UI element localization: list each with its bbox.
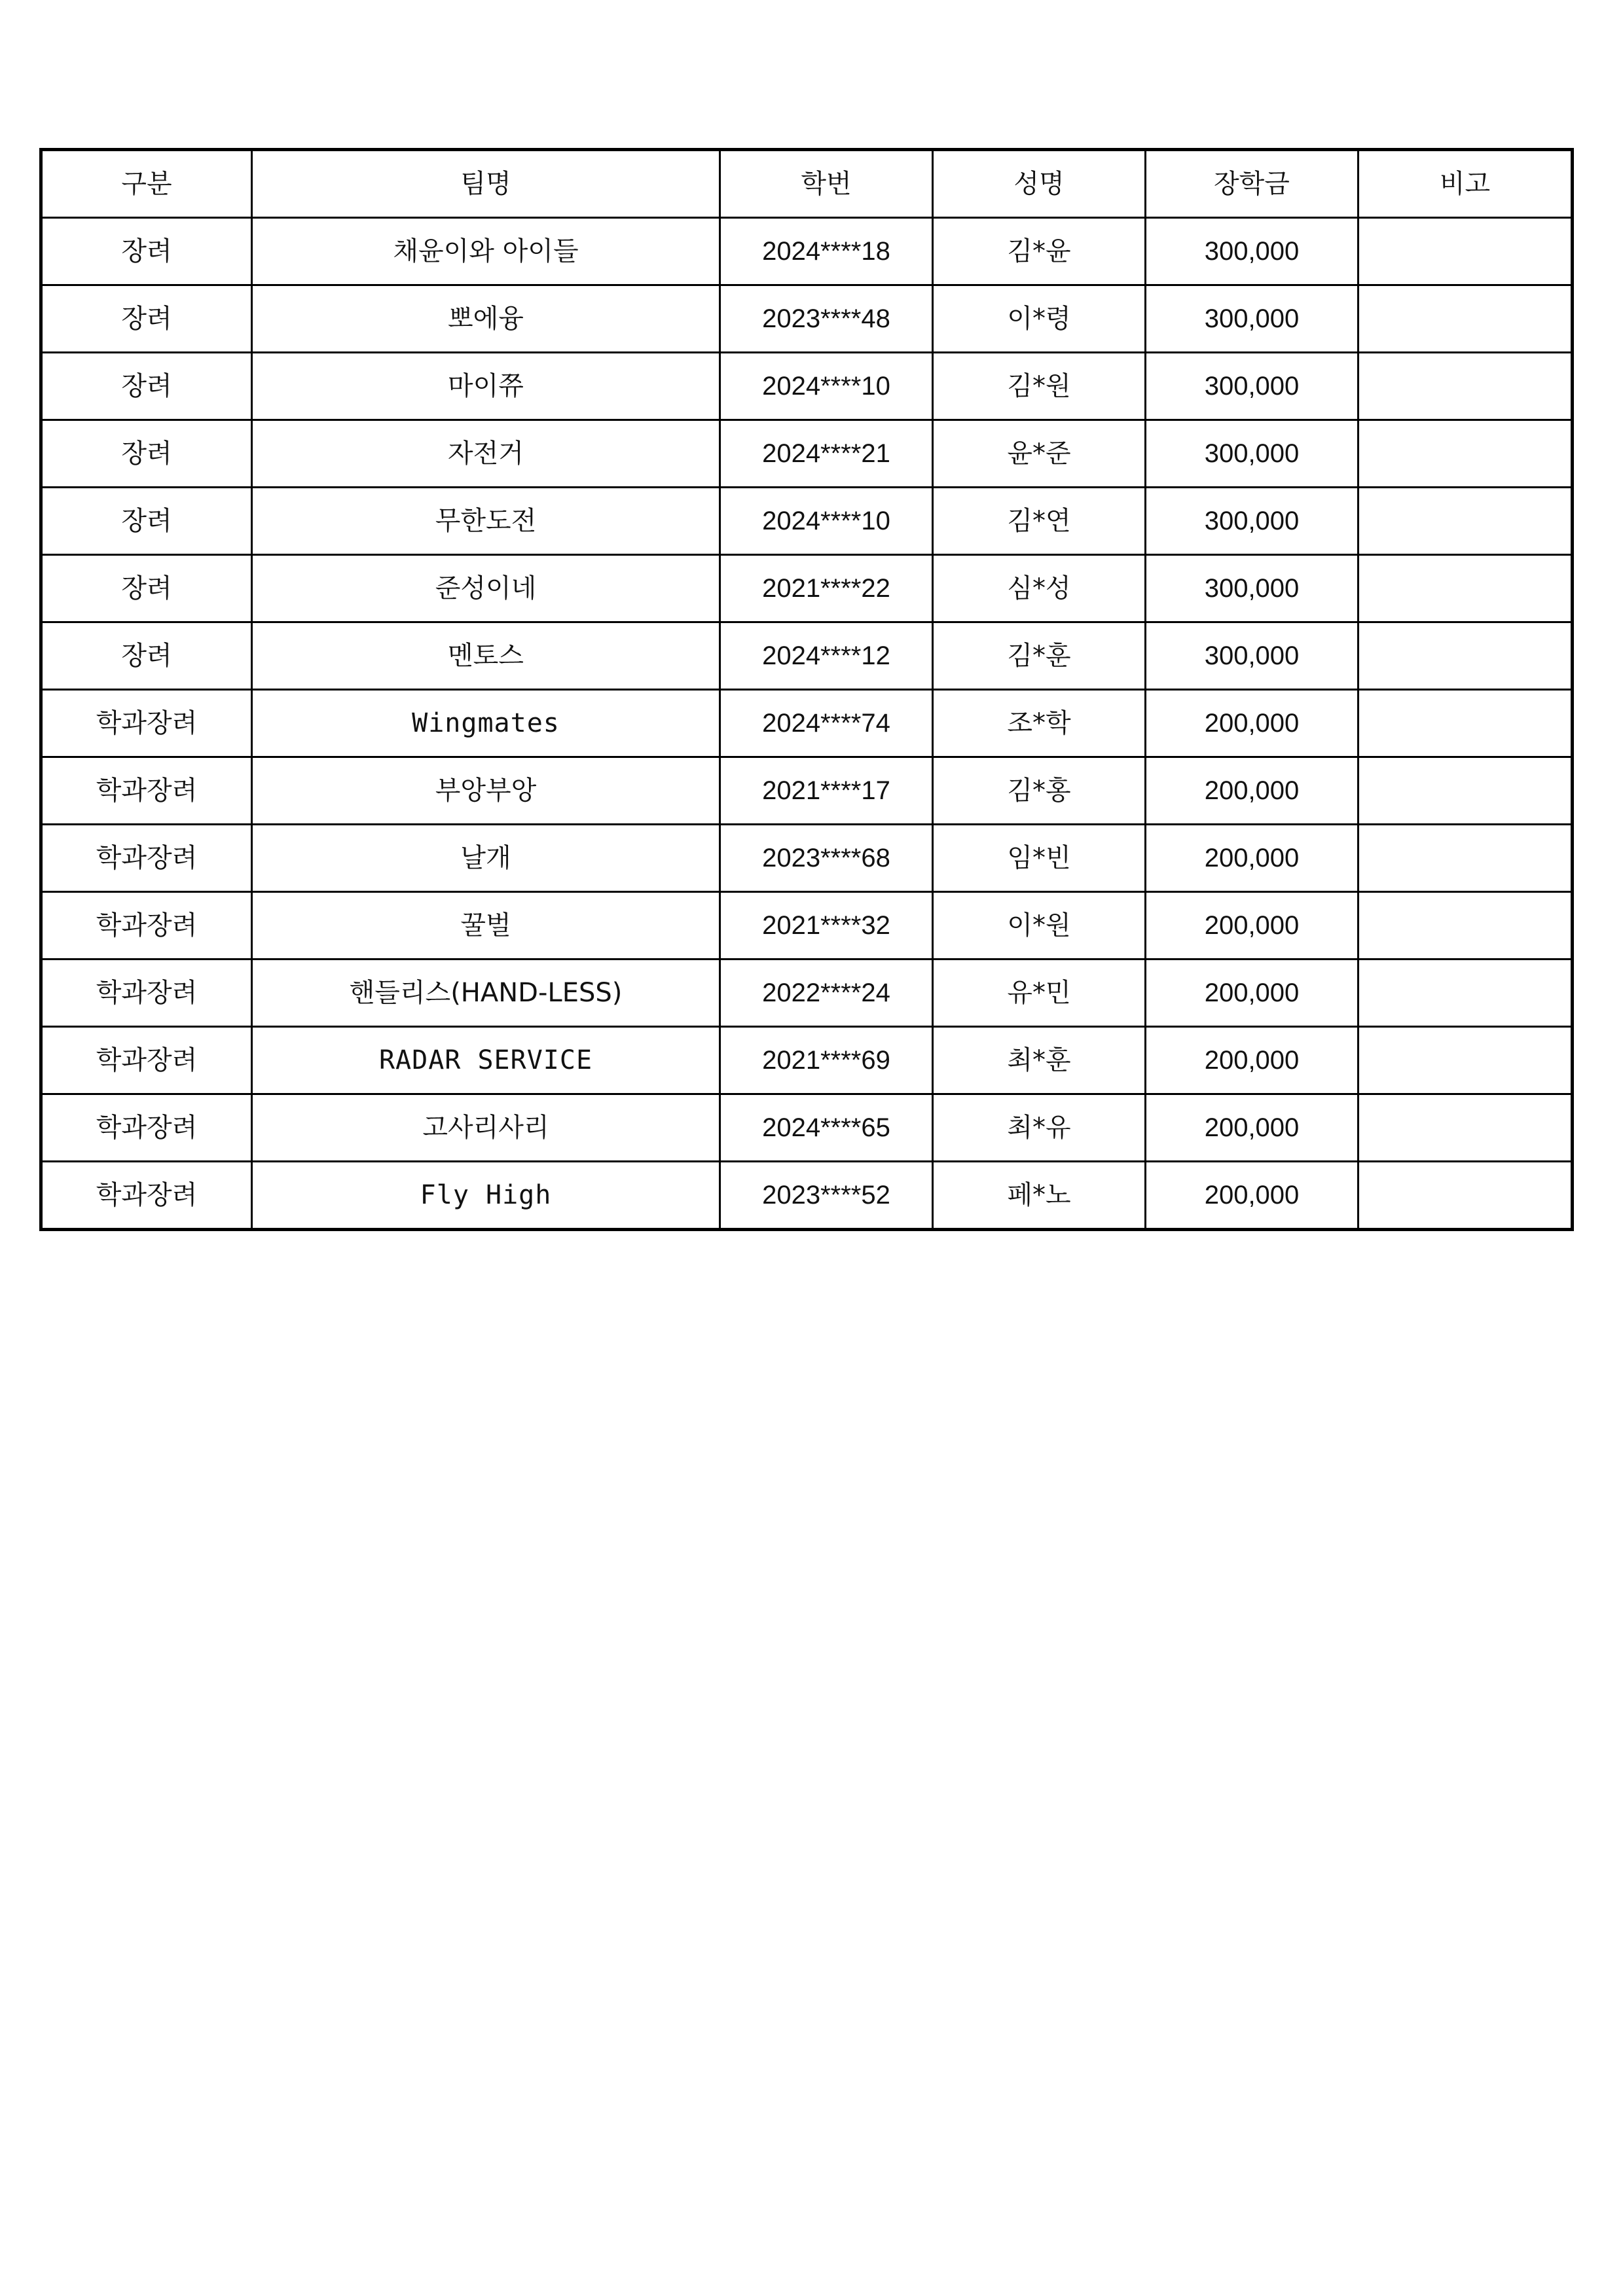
cell-amount: 300,000	[1146, 622, 1359, 690]
cell-student-id: 2021****69	[720, 1027, 933, 1094]
table-row	[41, 892, 1573, 960]
cell-note	[1359, 420, 1573, 488]
cell-amount: 200,000	[1146, 690, 1359, 757]
cell-category: 학과장려	[41, 1094, 252, 1162]
cell-name: 페*노	[933, 1162, 1146, 1230]
cell-amount: 300,000	[1146, 218, 1359, 285]
cell-team: 채윤이와 아이들	[252, 218, 720, 285]
cell-student-id: 2023****52	[720, 1162, 933, 1230]
cell-category: 장려	[41, 353, 252, 420]
table-row	[41, 757, 1573, 825]
cell-team: 준성이네	[252, 555, 720, 622]
cell-student-id: 2024****12	[720, 622, 933, 690]
cell-note	[1359, 488, 1573, 555]
table-row	[41, 218, 1573, 285]
table-row	[41, 420, 1573, 488]
cell-note	[1359, 353, 1573, 420]
cell-amount: 200,000	[1146, 757, 1359, 825]
cell-team: Wingmates	[252, 690, 720, 757]
cell-name: 조*학	[933, 690, 1146, 757]
cell-amount: 200,000	[1146, 1027, 1359, 1094]
cell-student-id: 2021****22	[720, 555, 933, 622]
table-row	[41, 1094, 1573, 1162]
cell-amount: 300,000	[1146, 555, 1359, 622]
cell-category: 학과장려	[41, 1027, 252, 1094]
cell-note	[1359, 757, 1573, 825]
cell-category: 장려	[41, 285, 252, 353]
cell-student-id: 2024****18	[720, 218, 933, 285]
cell-amount: 200,000	[1146, 892, 1359, 960]
cell-amount: 300,000	[1146, 420, 1359, 488]
cell-note	[1359, 1094, 1573, 1162]
cell-amount: 200,000	[1146, 825, 1359, 892]
table-row	[41, 488, 1573, 555]
table-row	[41, 690, 1573, 757]
cell-category: 장려	[41, 218, 252, 285]
cell-name: 이*원	[933, 892, 1146, 960]
cell-note	[1359, 622, 1573, 690]
cell-category: 장려	[41, 622, 252, 690]
cell-name: 유*민	[933, 960, 1146, 1027]
cell-name: 임*빈	[933, 825, 1146, 892]
cell-student-id: 2024****10	[720, 353, 933, 420]
header-name: 성명	[933, 150, 1146, 218]
cell-team: 고사리사리	[252, 1094, 720, 1162]
table-row	[41, 1027, 1573, 1094]
cell-note	[1359, 825, 1573, 892]
cell-team: 자전거	[252, 420, 720, 488]
header-team: 팀명	[252, 150, 720, 218]
scholarship-table	[39, 148, 1574, 1231]
cell-amount: 200,000	[1146, 960, 1359, 1027]
table-row	[41, 825, 1573, 892]
cell-student-id: 2024****21	[720, 420, 933, 488]
cell-category: 장려	[41, 488, 252, 555]
cell-team: 핸들리스(HAND-LESS)	[252, 960, 720, 1027]
cell-category: 학과장려	[41, 690, 252, 757]
table-body	[41, 218, 1573, 1230]
cell-name: 김*윤	[933, 218, 1146, 285]
cell-name: 이*령	[933, 285, 1146, 353]
cell-amount: 300,000	[1146, 285, 1359, 353]
header-note: 비고	[1359, 150, 1573, 218]
cell-note	[1359, 1027, 1573, 1094]
cell-amount: 200,000	[1146, 1162, 1359, 1230]
cell-note	[1359, 1162, 1573, 1230]
table-row	[41, 1162, 1573, 1230]
cell-category: 학과장려	[41, 1162, 252, 1230]
header-row	[41, 150, 1573, 218]
cell-student-id: 2021****32	[720, 892, 933, 960]
cell-amount: 300,000	[1146, 488, 1359, 555]
header-student-id: 학번	[720, 150, 933, 218]
cell-note	[1359, 218, 1573, 285]
cell-team: 뽀에융	[252, 285, 720, 353]
cell-category: 학과장려	[41, 960, 252, 1027]
cell-name: 김*훈	[933, 622, 1146, 690]
cell-category: 장려	[41, 555, 252, 622]
table-header	[41, 150, 1573, 218]
header-amount: 장학금	[1146, 150, 1359, 218]
cell-note	[1359, 690, 1573, 757]
cell-student-id: 2023****48	[720, 285, 933, 353]
cell-category: 학과장려	[41, 757, 252, 825]
table-row	[41, 555, 1573, 622]
cell-name: 최*유	[933, 1094, 1146, 1162]
cell-note	[1359, 892, 1573, 960]
cell-team: 마이쮸	[252, 353, 720, 420]
cell-team: 날개	[252, 825, 720, 892]
table-row	[41, 353, 1573, 420]
cell-note	[1359, 555, 1573, 622]
cell-category: 학과장려	[41, 892, 252, 960]
document-page	[39, 148, 1571, 1231]
cell-student-id: 2024****74	[720, 690, 933, 757]
cell-team: 무한도전	[252, 488, 720, 555]
cell-team: Fly High	[252, 1162, 720, 1230]
cell-team: RADAR SERVICE	[252, 1027, 720, 1094]
table-row	[41, 622, 1573, 690]
cell-name: 김*연	[933, 488, 1146, 555]
cell-name: 최*훈	[933, 1027, 1146, 1094]
cell-category: 학과장려	[41, 825, 252, 892]
cell-team: 멘토스	[252, 622, 720, 690]
cell-name: 김*원	[933, 353, 1146, 420]
cell-note	[1359, 960, 1573, 1027]
header-category: 구분	[41, 150, 252, 218]
cell-student-id: 2022****24	[720, 960, 933, 1027]
cell-name: 김*홍	[933, 757, 1146, 825]
cell-name: 윤*준	[933, 420, 1146, 488]
cell-student-id: 2024****65	[720, 1094, 933, 1162]
cell-team: 꿀벌	[252, 892, 720, 960]
cell-note	[1359, 285, 1573, 353]
table-row	[41, 960, 1573, 1027]
cell-student-id: 2024****10	[720, 488, 933, 555]
cell-category: 장려	[41, 420, 252, 488]
cell-team: 부앙부앙	[252, 757, 720, 825]
cell-student-id: 2023****68	[720, 825, 933, 892]
cell-student-id: 2021****17	[720, 757, 933, 825]
cell-name: 심*성	[933, 555, 1146, 622]
cell-amount: 300,000	[1146, 353, 1359, 420]
cell-amount: 200,000	[1146, 1094, 1359, 1162]
table-row	[41, 285, 1573, 353]
